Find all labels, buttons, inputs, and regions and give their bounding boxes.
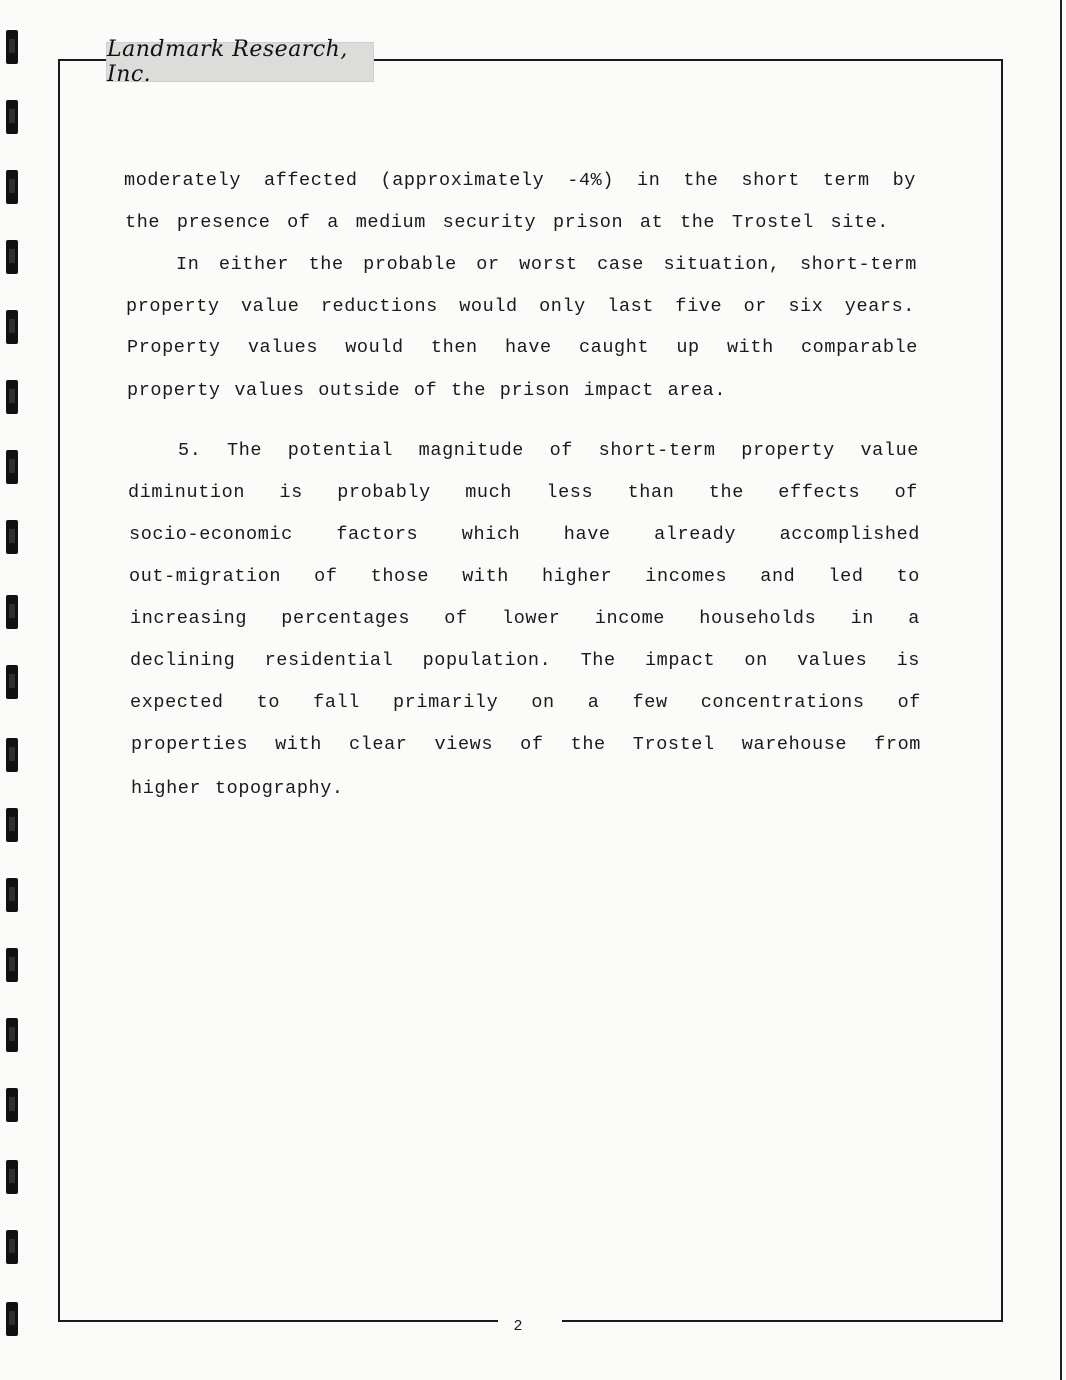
binding-hole [6,948,18,982]
text-line: property values outside of the prison impact area. [127,380,727,401]
binding-hole [6,450,18,484]
binding-hole [6,808,18,842]
binding-hole [6,30,18,64]
scan-edge-line [1060,0,1062,1380]
company-name: Landmark Research, Inc. [107,37,348,87]
binding-hole [6,878,18,912]
text-line: diminution is probably much less than the effects of [128,482,918,503]
page-frame [58,59,1003,1322]
text-line: socio-economic factors which have already accomplished [129,524,920,545]
binding-hole [6,738,18,772]
binding-hole [6,1088,18,1122]
page-number: 2 [513,1318,523,1335]
text-line: the presence of a medium security prison at the Trostel site. [125,212,889,233]
binding-hole [6,1302,18,1336]
binding-hole [6,310,18,344]
text-line: 5. The potential magnitude of short-term property value [178,440,919,461]
binding-hole [6,665,18,699]
text-line: higher topography. [131,778,344,799]
binding-hole [6,240,18,274]
text-line: moderately affected (approximately -4%) in the short term by [124,170,916,191]
binding-hole [6,100,18,134]
text-line: Property values would then have caught up with comparable [127,337,918,358]
text-line: expected to fall primarily on a few concentrations of [130,692,921,713]
binding-hole [6,1230,18,1264]
binding-hole [6,595,18,629]
letterhead-logo [106,37,374,87]
text-line: out-migration of those with higher incomes and led to [129,566,920,587]
text-line: property value reductions would only last five or six years. [126,296,915,317]
binding-hole [6,380,18,414]
binding-hole [6,520,18,554]
binding-hole [6,170,18,204]
text-line: increasing percentages of lower income households in a [130,608,920,629]
text-line: properties with clear views of the Trostel warehouse from [131,734,921,755]
text-line: declining residential population. The impact on values is [130,650,920,671]
binding-hole [6,1160,18,1194]
text-line: In either the probable or worst case situation, short-term [176,254,917,275]
binding-hole [6,1018,18,1052]
